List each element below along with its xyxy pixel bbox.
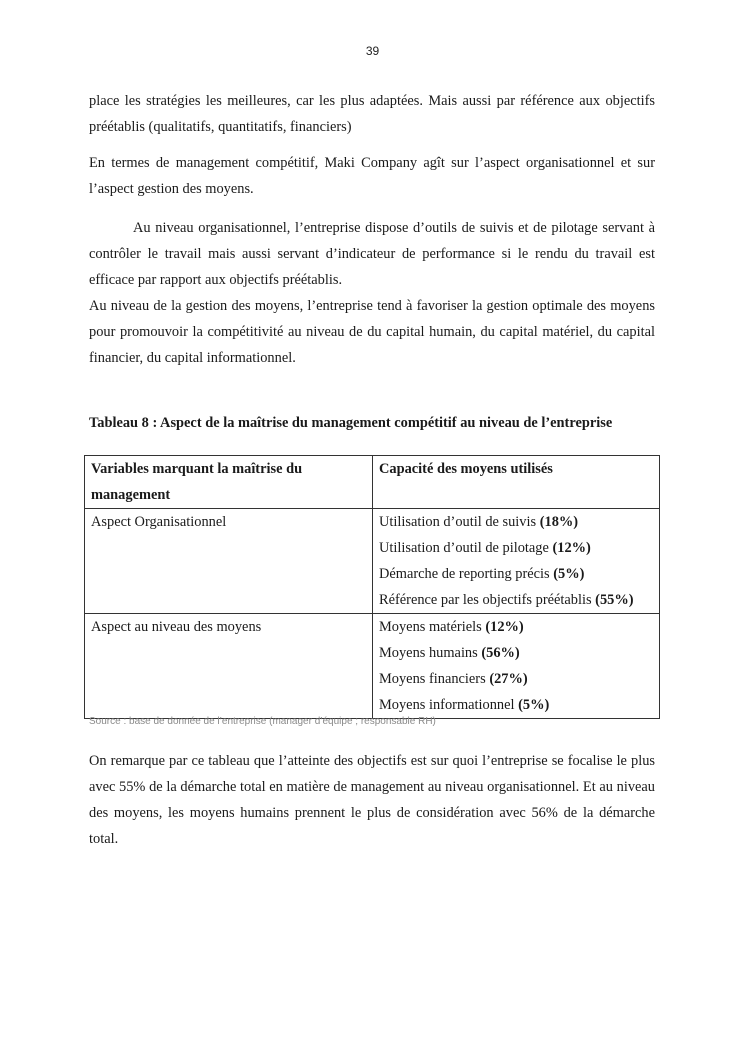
item-pct: (12%) bbox=[552, 540, 591, 556]
item-informationnel bbox=[379, 692, 653, 718]
item-reporting bbox=[379, 561, 653, 587]
item-pct: (55%) bbox=[595, 592, 634, 608]
item-financiers bbox=[379, 666, 653, 692]
item-label: Moyens matériels bbox=[379, 619, 482, 635]
paragraph-gestion-moyens: Au niveau de la gestion des moyens, l’entreprise tend à favoriser la gestion optimale des moyens pour promouvoir la compétitivité au niveau de du capital humain, du capital matériel, du capital financier, du capital informationnel. bbox=[89, 298, 655, 366]
table-row-moyens bbox=[85, 614, 660, 719]
item-pct: (5%) bbox=[553, 566, 585, 582]
header-capacite: Capacité des moyens utilisés bbox=[373, 456, 660, 509]
item-pct: (5%) bbox=[518, 697, 550, 713]
item-objectifs bbox=[379, 587, 653, 613]
item-materiels bbox=[379, 614, 653, 640]
table-row-organisationnel bbox=[85, 509, 660, 614]
item-outil-pilotage bbox=[379, 535, 653, 561]
table-source: Source : base de donnée de l’entreprise (manager d’équipe ; responsable RH) bbox=[89, 716, 436, 727]
item-label: Démarche de reporting précis bbox=[379, 566, 550, 582]
paragraph-intro: place les stratégies les meilleures, car les plus adaptées. Mais aussi par référence aux objectifs préétablis (qualitatifs, quantitatifs, financiers) bbox=[89, 93, 655, 135]
item-pct: (56%) bbox=[481, 645, 520, 661]
item-pct: (12%) bbox=[485, 619, 524, 635]
page-number: 39 bbox=[365, 44, 380, 58]
item-label: Moyens informationnel bbox=[379, 697, 515, 713]
paragraph-niveau-organisationnel: Au niveau organisationnel, l’entreprise dispose d’outils de suivis et de pilotage servant à contrôler le travail mais aussi servant d’indicateur de performance si le rendu du travail est efficace par rapport aux objectifs préétablis. bbox=[89, 220, 655, 288]
item-label: Moyens financiers bbox=[379, 671, 486, 687]
row-items-moyens bbox=[373, 614, 660, 719]
paragraph-management-competitif: En termes de management compétitif, Maki Company agît sur l’aspect organisationnel et sur l’aspect gestion des moyens. bbox=[89, 155, 655, 197]
table-title: Tableau 8 : Aspect de la maîtrise du management compétitif au niveau de l’entreprise bbox=[89, 415, 613, 431]
item-label: Utilisation d’outil de pilotage bbox=[379, 540, 549, 556]
item-label: Moyens humains bbox=[379, 645, 478, 661]
paragraph-conclusion: On remarque par ce tableau que l’atteinte des objectifs est sur quoi l’entreprise se focalise le plus avec 55% de la démarche total en matière de management au niveau organisationnel. Et au niveau des moyens, les moyens humains prennent le plus de considération avec 56% de la démarche total. bbox=[89, 753, 655, 847]
management-table bbox=[84, 455, 660, 719]
item-pct: (27%) bbox=[489, 671, 528, 687]
item-label: Utilisation d’outil de suivis bbox=[379, 514, 537, 530]
table-header-row bbox=[85, 456, 660, 509]
row-variable-organisationnel: Aspect Organisationnel bbox=[85, 509, 373, 614]
item-label: Référence par les objectifs préétablis bbox=[379, 592, 592, 608]
row-items-organisationnel bbox=[373, 509, 660, 614]
item-outil-suivis bbox=[379, 509, 653, 535]
item-pct: (18%) bbox=[539, 514, 579, 530]
item-humains bbox=[379, 640, 653, 666]
header-variables: Variables marquant la maîtrise du management bbox=[85, 456, 373, 509]
row-variable-moyens: Aspect au niveau des moyens bbox=[85, 614, 373, 719]
